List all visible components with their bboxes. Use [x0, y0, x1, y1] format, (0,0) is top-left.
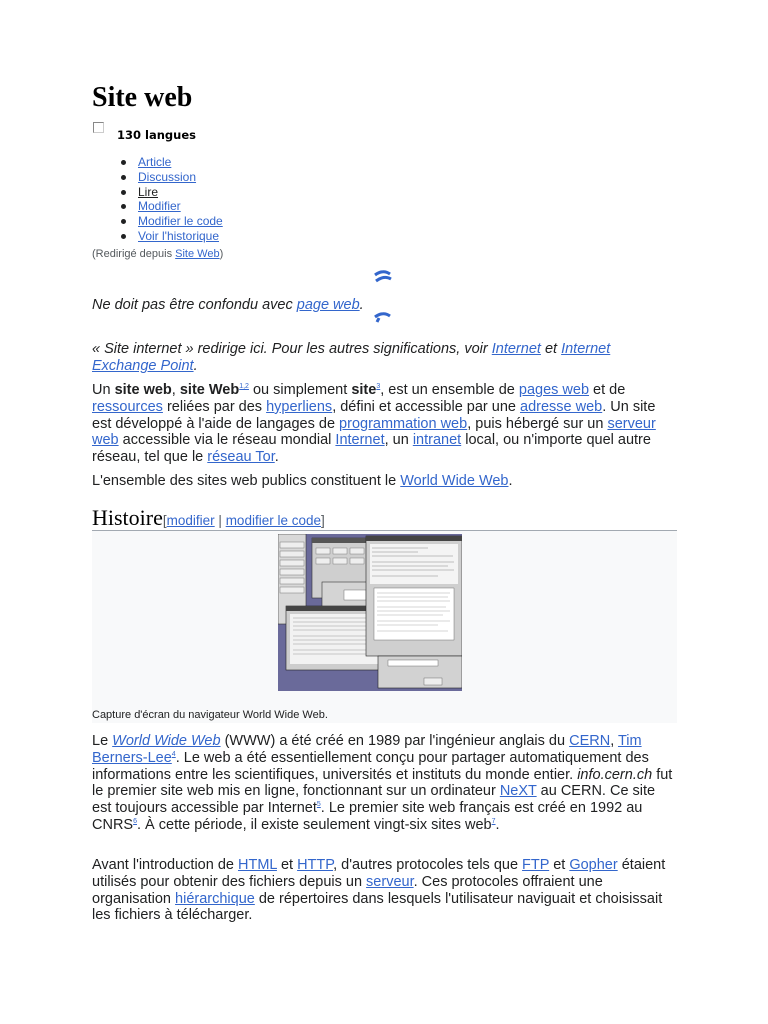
html-link[interactable]: HTML [237, 857, 277, 873]
ftp-link[interactable]: FTP [522, 857, 550, 873]
action-edit-source[interactable]: Modifier le code [121, 214, 223, 229]
ref-4[interactable]: 4 [171, 750, 176, 758]
intranet-link[interactable]: intranet [412, 432, 462, 449]
redirect-notice: (Redirigé depuis Site Web) [92, 248, 224, 260]
gopher-link[interactable]: Gopher [569, 857, 618, 873]
cern-link[interactable]: CERN [569, 733, 611, 749]
hatnote-redirect: « Site internet » redirige ici. Pour les autres significations, voir Internet et Internet Exchange Point. [92, 341, 611, 374]
action-history[interactable]: Voir l'historique [121, 229, 223, 244]
section-title: Histoire [92, 505, 163, 530]
www-browser-screenshot[interactable] [278, 534, 462, 691]
redirect-link[interactable]: Site Web [175, 248, 220, 260]
languages-button[interactable]: 130 langues [117, 128, 196, 142]
page-web-link[interactable]: page web [296, 297, 360, 313]
hatnote-confusion: Ne doit pas être confondu avec page web. [92, 297, 364, 313]
tim-berners-lee-link[interactable]: Tim Berners-Lee [92, 733, 642, 766]
history-paragraph-1: Le World Wide Web (WWW) a été créé en 1989 par l'ingénieur anglais du CERN, Tim Berners-Lee$^4$. Le web a été essentiellement conçu pour partager automatiquement des informations entre les scientifiques, universités et instituts du monde entier. info.cern.ch fut le premier site web mis en ligne, fonctionnant sur un ordinateur NeXT au CERN. Ce site est toujours accessible par Internet$^5$. Le premier site web français est créé en 1992 au CNRS$^6$. À cette période, il existe seulement vingt-six sites web$^7$. [92, 733, 673, 833]
http-link[interactable]: HTTP [297, 857, 334, 873]
figure [92, 531, 677, 723]
history-paragraph-2: Avant l'introduction de HTML et HTTP, d'autres protocoles tels que FTP et Gopher étaient utilisés pour obtenir des fichiers depuis un serveur. Ces protocoles offraient une organisation hiérarchique de répertoires dans lesquels l'utilisateur naviguait et choisissait les fichiers à télécharger. [92, 857, 666, 924]
ref-7[interactable]: 7 [491, 818, 496, 826]
reseau-tor-link[interactable]: réseau Tor [207, 449, 275, 466]
section-heading-histoire [92, 505, 677, 531]
internet-link[interactable]: Internet [491, 341, 541, 357]
serveur-web-link[interactable]: serveur web [92, 415, 656, 449]
intro-paragraph: Un site web, site Web$^{1,2}$ ou simplement site$^3$, est un ensemble de pages web et de ressources reliées par des hyperliens, défini et accessible par une adresse web. Un site est développé à l'aide de langages de programmation web, puis hébergé sur un serveur web accessible via le réseau mondial Internet, un intranet local, ou n'importe quel autre réseau, tel que le réseau Tor. [92, 382, 656, 466]
section-edit-links: [modifier | modifier le code] [162, 513, 325, 528]
programmation-web-link[interactable]: programmation web [339, 415, 468, 432]
ref-3[interactable]: 3 [376, 383, 381, 391]
edit-section-source-link[interactable]: modifier le code [225, 513, 321, 528]
www-paragraph: L'ensemble des sites web publics constituent le World Wide Web. [92, 473, 513, 489]
action-discussion[interactable]: Discussion [121, 170, 223, 185]
adresse-web-link[interactable]: adresse web [520, 398, 603, 415]
language-checkbox[interactable] [93, 122, 104, 133]
action-article[interactable]: Article [121, 155, 223, 170]
ressources-link[interactable]: ressources [92, 398, 163, 415]
www-link[interactable]: World Wide Web [400, 473, 509, 489]
edit-section-link[interactable]: modifier [166, 513, 215, 528]
figure-caption: Capture d'écran du navigateur World Wide Web. [92, 709, 328, 721]
ref-5[interactable]: 5 [316, 801, 321, 809]
disambiguation-icon [373, 311, 393, 325]
hierarchique-link[interactable]: hiérarchique [175, 890, 255, 907]
action-read[interactable]: Lire [121, 185, 223, 200]
pages-web-link[interactable]: pages web [518, 382, 590, 398]
page-actions-list [121, 155, 223, 244]
serveur-link[interactable]: serveur [366, 873, 414, 890]
action-edit[interactable]: Modifier [121, 199, 223, 214]
hyperliens-link[interactable]: hyperliens [266, 398, 333, 415]
ixp-link[interactable]: Internet Exchange Point [92, 341, 611, 374]
next-link[interactable]: NeXT [499, 783, 537, 800]
ref-1-2[interactable]: 1,2 [239, 383, 249, 391]
page-title: Site web [92, 82, 193, 113]
disambiguation-icon [373, 270, 393, 284]
www-italic-link[interactable]: World Wide Web [112, 733, 221, 749]
ref-6[interactable]: 6 [133, 818, 137, 826]
internet-link-2[interactable]: Internet [335, 432, 385, 449]
